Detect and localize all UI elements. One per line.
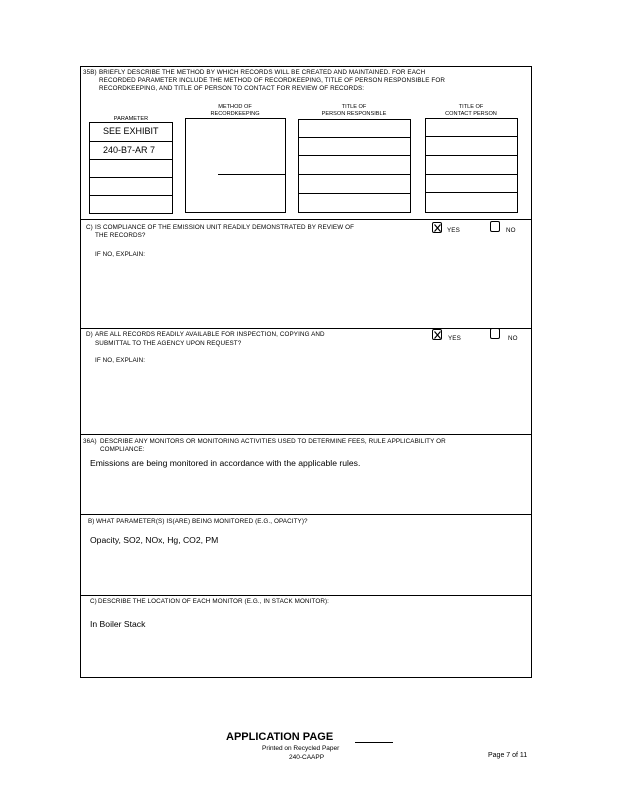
contact-row-line	[425, 136, 518, 137]
form-code: 240-CAAPP	[289, 754, 325, 761]
checkmark-x-icon	[433, 223, 443, 234]
person-box[interactable]	[298, 119, 411, 213]
section-d-explain: IF NO, EXPLAIN:	[95, 357, 146, 364]
printed-note: Printed on Recycled Paper	[262, 745, 340, 752]
section-c-label: C)	[86, 224, 93, 231]
divider-36a-b	[80, 514, 532, 515]
section-c-explain: IF NO, EXPLAIN:	[95, 251, 146, 258]
section-d-no-label: NO	[508, 335, 518, 342]
person-row-line	[298, 155, 411, 156]
parameter-value: SEE EXHIBIT	[103, 126, 159, 136]
divider-c-d	[80, 328, 532, 329]
divider-b-c	[80, 595, 532, 596]
section-36a-label: 36A)	[83, 438, 97, 445]
col-header-contact-l2: CONTACT PERSON	[445, 111, 497, 117]
section-b-answer[interactable]: Opacity, SO2, NOx, Hg, CO2, PM	[90, 535, 219, 545]
section-d-no-checkbox[interactable]	[490, 328, 500, 339]
col-header-method-l2: RECORDKEEPING	[210, 111, 260, 117]
divider-35b-c	[80, 219, 532, 220]
contact-row-line	[425, 155, 518, 156]
section-c-line2: THE RECORDS?	[95, 232, 146, 239]
contact-row-line	[425, 192, 518, 193]
page-number: Page 7 of 11	[488, 752, 528, 759]
col-header-parameter: PARAMETER	[113, 116, 149, 122]
section-36a-line2: COMPLIANCE:	[100, 446, 145, 453]
application-page-blank[interactable]	[355, 731, 393, 743]
section-d-yes-checkbox[interactable]	[432, 329, 442, 340]
section-c-no-label: NO	[506, 227, 516, 234]
method-line	[218, 174, 285, 175]
divider-d-36a	[80, 434, 532, 435]
section-d-yes-label: YES	[448, 335, 461, 342]
parameter-cell[interactable]	[89, 159, 173, 178]
section-c2-label: C)	[90, 598, 97, 605]
section-b-label: B)	[88, 518, 95, 525]
section-35b-number: 35B)	[83, 69, 97, 76]
col-header-contact-l1: TITLE OF	[458, 104, 484, 110]
section-b-question: WHAT PARAMETER(S) IS(ARE) BEING MONITORED (E.G., OPACITY)?	[96, 518, 308, 525]
parameter-cell[interactable]	[89, 195, 173, 214]
section-c-no-checkbox[interactable]	[490, 221, 500, 232]
section-d-label: D)	[86, 331, 93, 338]
col-header-person-l1: TITLE OF	[341, 104, 367, 110]
contact-row-line	[425, 174, 518, 175]
parameter-cell[interactable]	[89, 177, 173, 196]
section-35b-line3: RECORDKEEPING, AND TITLE OF PERSON TO CONTACT FOR REVIEW OF RECORDS:	[99, 85, 365, 92]
col-header-method-l1: METHOD OF	[218, 104, 252, 110]
person-row-line	[298, 193, 411, 194]
section-c2-answer[interactable]: In Boiler Stack	[90, 619, 146, 629]
section-d-line1: ARE ALL RECORDS READILY AVAILABLE FOR INSPECTION, COPYING AND	[95, 331, 325, 338]
section-c-yes-checkbox[interactable]	[432, 222, 442, 233]
section-35b-line1: BRIEFLY DESCRIBE THE METHOD BY WHICH RECORDS WILL BE CREATED AND MAINTAINED. FOR EACH	[99, 69, 426, 76]
col-header-person-l2: PERSON RESPONSIBLE	[321, 111, 387, 117]
section-35b-line2: RECORDED PARAMETER INCLUDE THE METHOD OF RECORDKEEPING, TITLE OF PERSON RESPONSIBLE FOR	[99, 77, 445, 84]
parameter-value: 240-B7-AR 7	[103, 145, 156, 155]
checkmark-x-icon	[433, 330, 443, 341]
person-row-line	[298, 137, 411, 138]
contact-box[interactable]	[425, 118, 518, 213]
section-d-line2: SUBMITTAL TO THE AGENCY UPON REQUEST?	[95, 340, 242, 347]
application-page-title: APPLICATION PAGE	[226, 731, 334, 743]
section-c-yes-label: YES	[447, 227, 460, 234]
method-box[interactable]	[185, 118, 286, 213]
section-c-line1: IS COMPLIANCE OF THE EMISSION UNIT READILY DEMONSTRATED BY REVIEW OF	[95, 224, 355, 231]
person-row-line	[298, 174, 411, 175]
section-c2-question: DESCRIBE THE LOCATION OF EACH MONITOR (E.G., IN STACK MONITOR):	[98, 598, 330, 605]
section-36a-answer[interactable]: Emissions are being monitored in accordance with the applicable rules.	[90, 458, 361, 468]
section-36a-line1: DESCRIBE ANY MONITORS OR MONITORING ACTIVITIES USED TO DETERMINE FEES, RULE APPLICABILITY OR	[100, 438, 446, 445]
